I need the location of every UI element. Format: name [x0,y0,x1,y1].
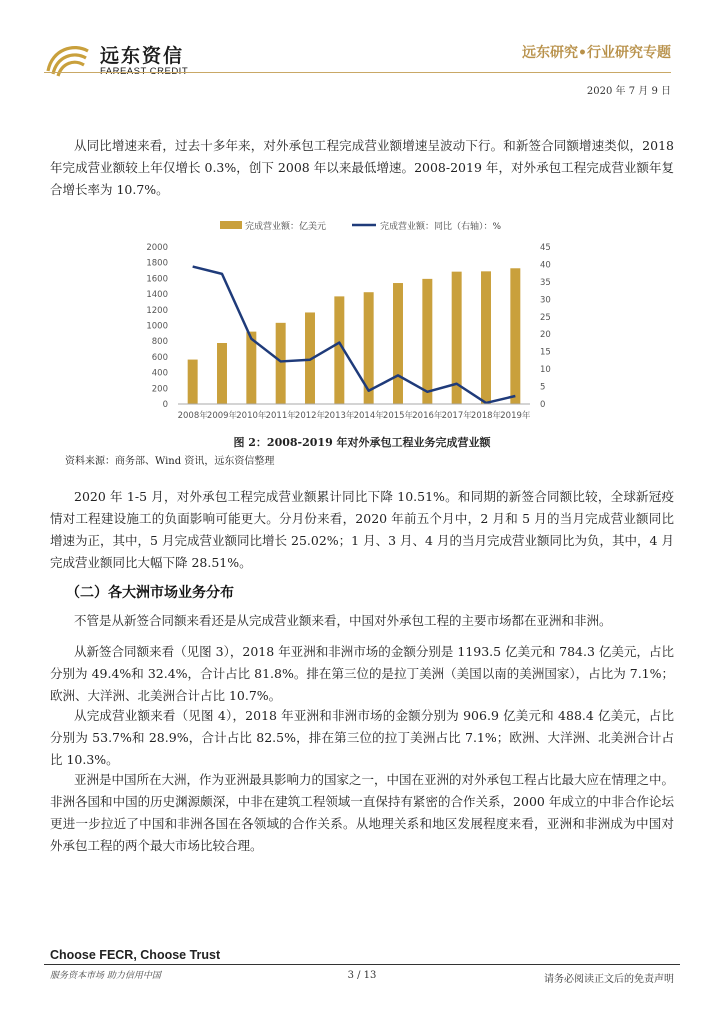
x-tick-label: 2017年 [441,411,472,421]
left-tick-label: 1000 [146,321,168,332]
right-tick-label: 20 [540,330,551,341]
left-tick-label: 600 [151,352,168,363]
left-tick-label: 800 [151,337,168,348]
paragraph-2020-revenue: 2020 年 1-5 月，对外承包工程完成营业额累计同比下降 10.51%。和同期的新签合同额比较，全球新冠疫情对工程建设施工的负面影响可能更大。分月份来看，2020 年前五个月中，2 月和 5 月的当月完成营业额同比增速为正，其中，5 月完成营业额同比增长 25.02%；1 月、3 月、4 月的当月完成营业额同比为负，其中，4 月完成营业额同比大幅下降 28.51%。 [50,489,674,570]
bar-series [188,268,521,404]
revenue-bar [188,360,198,404]
x-tick-label: 2011年 [265,411,296,421]
footer-slogan: 服务资本市场 助力信用中国 [50,971,161,981]
figure-source: 资料来源：商务部、Wind 资讯，远东资信整理 [65,456,275,467]
right-tick-label: 15 [540,347,551,358]
revenue-chart [140,212,560,427]
right-tick-label: 10 [540,365,551,376]
legend-bar-label: 完成营业额：亿美元 [245,222,327,232]
left-tick-label: 1200 [146,305,168,316]
yoy-line-series [193,267,516,403]
revenue-chart-svg [140,212,560,427]
x-tick-label: 2013年 [324,411,355,421]
right-tick-label: 45 [540,243,551,253]
paragraph-yoy-growth: 从同比增速来看，过去十多年来，对外承包工程完成营业额增速呈波动下行。和新签合同额增速类似，2018年完成营业额较上年仅增长 0.3%，创下 2008 年以来最低增速。2008-2019 年，对外承包工程完成营业额年复合增长率为 10.7%。 [50,138,674,197]
page-number: 3 / 13 [347,970,377,981]
footer-divider [44,964,680,965]
fareast-logo-icon [44,41,92,79]
legend-line-label: 完成营业额：同比（右轴）：% [380,222,502,232]
right-tick-label: 25 [540,312,551,323]
left-tick-label: 2000 [146,243,168,253]
x-tick-label: 2010年 [236,411,267,421]
legend-bar-swatch [220,221,242,229]
revenue-bar [393,283,403,404]
left-tick-label: 400 [151,368,168,379]
report-type-label: 远东研究•行业研究专题 [522,45,671,61]
header-divider [44,72,671,73]
footer-disclaimer: 请务必阅读正文后的免责声明 [544,974,674,985]
paragraph-asia-africa: 亚洲是中国所在大洲，作为亚洲最具影响力的国家之一，中国在亚洲的对外承包工程占比最大应在情理之中。非洲各国和中国的历史渊源颇深，中非在建筑工程领域一直保持有紧密的合作关系，2000 年成立的中非合作论坛更进一步拉近了中国和非洲各国在各领域的合作关系。从地理关系和地区发展程度来看，亚洲和非洲成为中国对外承包工程的两个最大市场比较合理。 [50,772,675,853]
revenue-bar [276,323,286,404]
revenue-bar [510,268,520,404]
logo-chinese-name: 远东资信 [100,45,185,67]
right-tick-label: 30 [540,295,551,306]
logo-english-name: FAREAST CREDIT [100,66,189,77]
left-tick-label: 1800 [146,258,168,269]
left-tick-label: 200 [151,384,168,395]
right-tick-label: 5 [540,382,546,393]
x-tick-label: 2019年 [500,411,531,421]
x-axis-ticks [178,410,531,421]
right-tick-label: 0 [540,400,546,410]
revenue-bar [217,343,227,404]
x-tick-label: 2008年 [177,411,208,421]
left-axis-ticks [146,243,168,410]
page-header [0,0,724,110]
left-tick-label: 0 [162,400,168,410]
paragraph-new-contracts: 从新签合同额来看（见图 3），2018 年亚洲和非洲市场的金额分别是 1193.5 亿美元和 784.3 亿美元，占比分别为 49.4%和 32.4%，合计占比 81.8%。排在第三位的是拉丁美洲（美国以南的美洲国家），占比为 7.1%；欧洲、大洋洲、北美洲合计占比 10.7%。 [50,644,674,703]
figure-caption: 图 2：2008-2019 年对外承包工程业务完成营业额 [233,436,491,449]
x-tick-label: 2012年 [294,411,326,421]
paragraph-completed-revenue: 从完成营业额来看（见图 4），2018 年亚洲和非洲市场的金额分别为 906.9 亿美元和 488.4 亿美元，占比分别为 53.7%和 28.9%，合计占比 82.5%，排在第三位的拉丁美洲占比 7.1%；欧洲、大洋洲、北美洲合计占比 10.3%。 [50,708,674,767]
report-date: 2020 年 7 月 9 日 [586,86,671,97]
chart-legend [220,220,502,232]
left-tick-label: 1400 [146,290,168,301]
paragraph-main-markets: 不管是从新签合同额来看还是从完成营业额来看，中国对外承包工程的主要市场都在亚洲和非洲。 [74,613,612,628]
revenue-bar [481,271,491,404]
x-tick-label: 2009年 [206,411,238,421]
right-tick-label: 40 [540,260,551,271]
right-axis-ticks [540,243,551,410]
revenue-bar [422,279,432,404]
left-tick-label: 1600 [146,274,168,285]
footer-brand: Choose FECR, Choose Trust [50,948,221,962]
right-tick-label: 35 [540,277,551,288]
x-tick-label: 2016年 [412,411,443,421]
x-tick-label: 2018年 [470,411,502,421]
section-title: （二）各大洲市场业务分布 [66,585,234,601]
x-tick-label: 2014年 [353,411,384,421]
x-tick-label: 2015年 [382,411,414,421]
